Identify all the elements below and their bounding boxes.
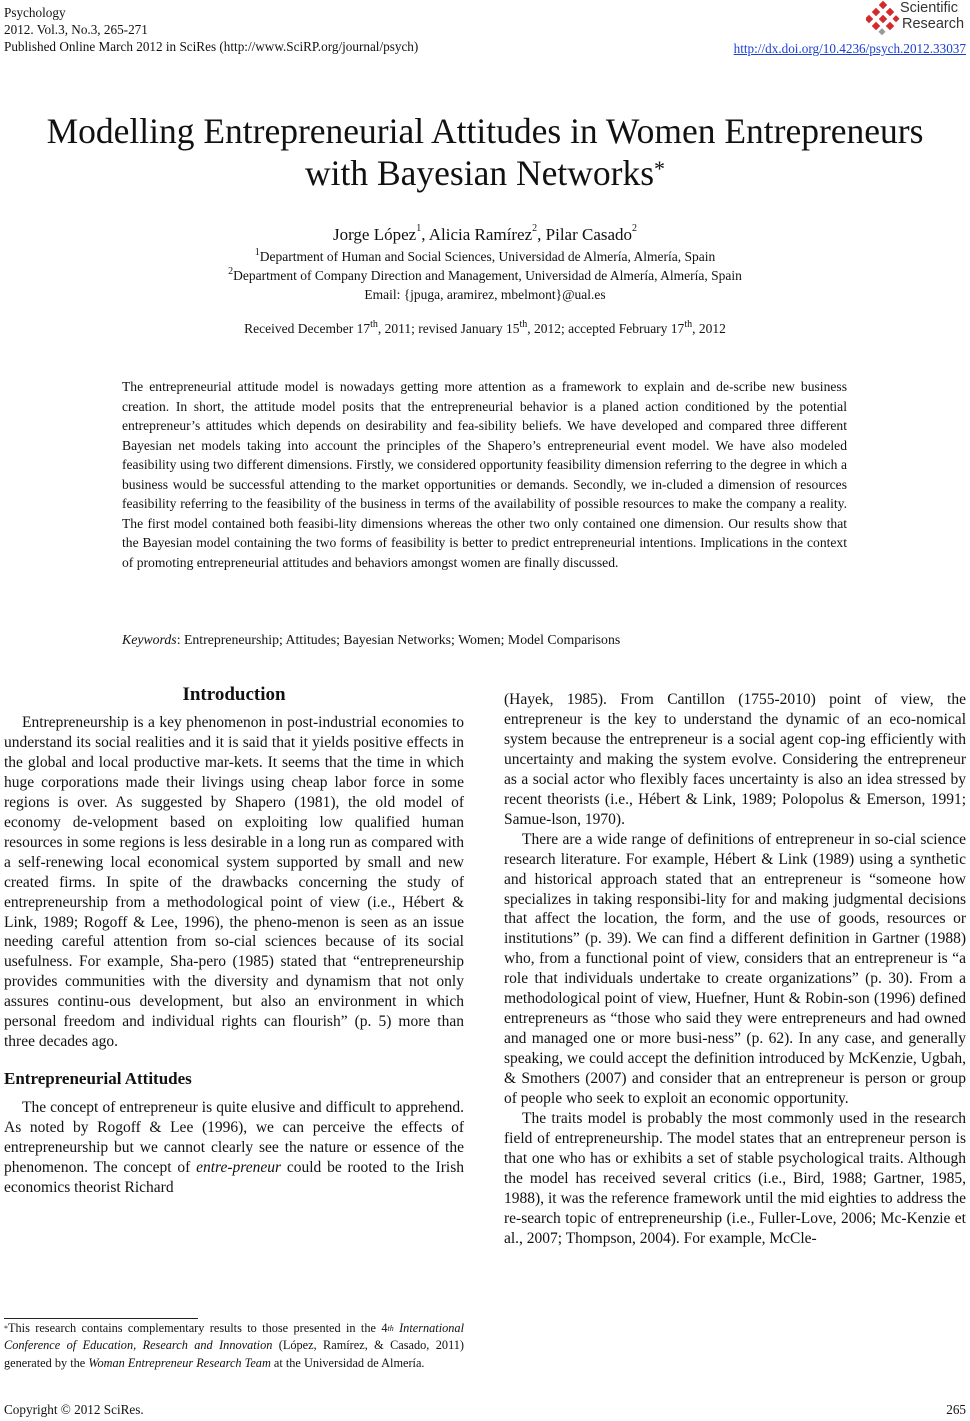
title-footnote-mark: *	[654, 156, 666, 181]
section-heading-entrepreneurial-attitudes: Entrepreneurial Attitudes	[4, 1069, 192, 1089]
page-number: 265	[946, 1402, 966, 1417]
journal-header	[4, 4, 418, 55]
keywords-list: : Entrepreneurship; Attitudes; Bayesian Networks; Women; Model Comparisons	[176, 632, 621, 647]
publisher-logo	[866, 0, 970, 36]
affiliation-1: $^1$Department of Human and Social Sciences, Universidad de Almería, Almería, Spain	[254, 247, 716, 264]
abstract: The entrepreneurial attitude model is nowadays getting more attention as a framework to explain and de-scribe new business creation. In short, the attitude model posits that the entrepreneurial behavior is a planed action conditioned by the potential entrepreneur’s attitudes which depends on desirability and fea-sibility beliefs. We have developed and compared three different Bayesian net models taking into account the principles of the Shapero’s entrepreneurial event model. We have also modeled feasibility using two different dimensions. Firstly, we considered opportunity feasibility dimension referring to the degree in which a business would be successful attending to the market opportunities or demands. Secondly, we in-cluded a dimension of resources feasibility referring to the feasibility of the business in terms of the availability of possible resources to make the company a reality. The first model contained both feasibi-lity dimensions whereas the other two only contained one dimension. Our results show that the Bayesian model containing the two forms of feasibility is better to predict entrepreneurial intentions. Implications in the context of promoting entrepreneurial attitudes and behaviors amongst women are finally discussed.	[122, 379, 847, 570]
journal-published: Published Online March 2012 in SciRes (http://www.SciRP.org/journal/psych)	[4, 39, 419, 54]
paragraph: The concept of entrepreneur is quite elusive and difficult to apprehend. As noted by Rogoff & Lee (1996), we can perceive the effects of entrepreneurship but we cannot clearly see the nature or essence of the phenomenon. The concept of entre-preneur could be rooted to the Irish economics theorist Richard	[4, 1099, 464, 1197]
paragraph: (Hayek, 1985). From Cantillon (1755-2010) point of view, the entrepreneur is the key to understand the dynamic of an eco-nomical system because the entrepreneur is a social agent cop-ing efficiently with uncertainty and making the system evolve. Considering the entrepreneur as a social actor who flexibly faces uncertainty is also an idea stressed by recent theorists (i.e., Hébert & Link, 1989; Polopolus & Emerson, 1991; Samue-lson, 1970).	[504, 691, 966, 828]
title-line-2: with Bayesian Networks*	[304, 153, 666, 193]
doi-link[interactable]: http://dx.doi.org/10.4236/psych.2012.33037	[733, 41, 966, 56]
left-column	[4, 682, 464, 1198]
author-name: Jorge López	[332, 225, 417, 244]
right-column	[504, 690, 966, 1249]
paragraph: The traits model is probably the most commonly used in the research field of entrepreneurship. The model states that an entrepreneur person is that one who has or exhibits a set of stable psychological traits. Although the model has received several critics (i.e., Bird, 1988; Gartner, 1985, 1988), it was the reference framework until the mid eighties to address the re-search topic of entrepreneurship (i.e., Fuller-Love, 2006; Mc-Kenzie et al., 2007; Thompson, 2004). For example, McCle-	[504, 1110, 966, 1247]
paragraph: There are a wide range of definitions of entrepreneur in so-cial science research literature. For example, Hébert & Link (1989) using a synthetic and historical approach stated that an entrepreneur is “someone how specializes in taking responsibi-lity for and making judgmental decisions that affect the location, the form, and the use of goods, resources or institutions” (p. 39). We can find a different definition in Gartner (1988) who, from a functional point of view, considers that an entrepreneur is “a role that individuals undertake to create organizations” (p. 30). From a methodological point of view, Huefner, Hunt & Robin-son (1996) defined entrepreneurs as “those who said they were entrepreneurs and had owned and managed one or more busi-ness” (p. 62). In any case, and generally speaking, we could accept the definition introduced by McKenzie, Ugbah, & Smothers (2007) and consider that an entrepreneur is person or group of people who seek to exploit an economic opportunity.	[504, 830, 966, 1108]
keywords-label: Keywords	[122, 632, 177, 647]
affiliation-2: $^2$Department of Company Direction and Management, Universidad de Almería, Almería, Spain	[228, 266, 742, 283]
author-name: Alicia Ramírez	[428, 225, 533, 244]
journal-volume: 2012. Vol.3, No.3, 265-271	[4, 22, 148, 37]
author-email: Email: {jpuga, aramirez, mbelmont}@ual.es	[364, 287, 606, 302]
paper-title	[0, 110, 970, 194]
section-heading-introduction: Introduction	[182, 684, 286, 705]
paragraph: Entrepreneurship is a key phenomenon in post-industrial economies to understand its social realities and it is said that it yields positive effects in the global and local productive mar-kets. It seems that the time in which huge corporations made their livings using cheap labor force in some regions is over. As suggested by Shapero (1981), the old model of economy de-velopment based on exploiting low qualified human resources in some regions is less desirable in a long run as compared with a self-renewing local economical system supported by small and new created firms. In spite of the drawbacks concerning the study of entrepreneurship from a methodological point of view (i.e., Hébert & Link, 1989; Rogoff & Lee, 1996), the pheno-menon is seen as an issue needing careful attention from so-cial sciences because of its social usefulness. For example, Sha-pero (1985) stated that “entrepreneurship provides communities with the diversity and dynamism that not only assures continu-ous development, but also an environment in which personal freedom and individual rights can flourish” (p. 5) more than three decades ago.	[4, 714, 464, 1051]
footnote-rule	[4, 1318, 198, 1319]
scientific-research-logo-icon	[866, 0, 900, 36]
logo-line1: Scientific	[900, 0, 959, 16]
copyright: Copyright © 2012 SciRes.	[4, 1402, 144, 1417]
journal-name: Psychology	[4, 5, 66, 20]
title-line-1: Modelling Entrepreneurial Attitudes in Women Entrepreneurs	[46, 111, 924, 151]
keywords	[122, 632, 620, 648]
author-list: Jorge López$^1$, Alicia Ramírez$^2$, Pilar Casado$^2$	[332, 223, 638, 244]
footnote: *This research contains complementary results to those presented in the 4th International Conference of Education, Research and Innovation (López, Ramírez, & Casado, 2011) generated by the Woman Entrepreneur Research Team at the Universidad de Almería.	[4, 1321, 464, 1370]
received-dates: Received December 17th, 2011; revised January 15th, 2012; accepted February 17th, 2012	[244, 319, 726, 336]
logo-text	[900, 0, 964, 32]
author-name: Pilar Casado	[545, 225, 633, 244]
logo-line2: Research	[902, 16, 965, 32]
